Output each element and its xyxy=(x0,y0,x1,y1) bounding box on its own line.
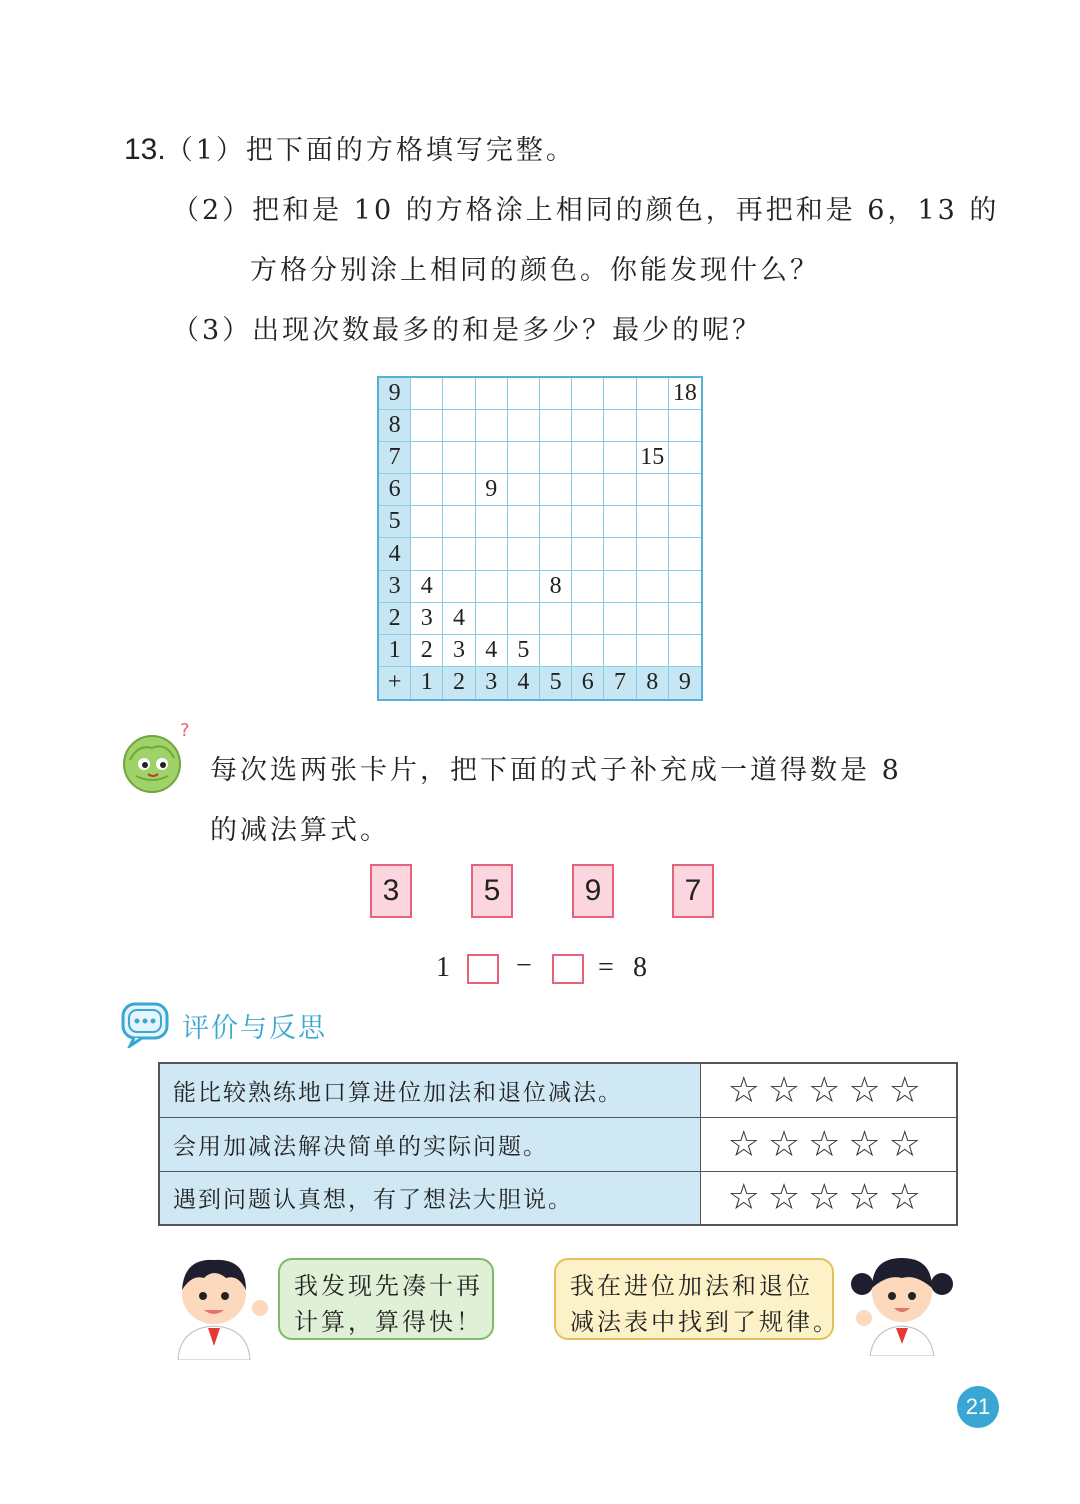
sum-cell[interactable] xyxy=(637,506,669,538)
sum-cell[interactable] xyxy=(540,474,572,506)
answer-blank-2[interactable] xyxy=(552,954,584,984)
sum-cell[interactable] xyxy=(572,635,604,667)
star-rating[interactable]: ☆☆☆☆☆ xyxy=(700,1171,957,1225)
sum-cell[interactable] xyxy=(637,538,669,570)
sum-cell[interactable]: 4 xyxy=(476,635,508,667)
sum-cell[interactable] xyxy=(669,538,701,570)
sum-cell[interactable]: 4 xyxy=(443,603,475,635)
sum-cell[interactable] xyxy=(443,571,475,603)
sum-cell[interactable] xyxy=(637,603,669,635)
sum-cell[interactable]: 3 xyxy=(411,603,443,635)
column-header: 9 xyxy=(669,667,701,699)
sum-cell[interactable]: 4 xyxy=(411,571,443,603)
sum-cell[interactable] xyxy=(604,635,636,667)
sum-cell[interactable] xyxy=(604,410,636,442)
sum-cell[interactable] xyxy=(572,538,604,570)
star-rating[interactable]: ☆☆☆☆☆ xyxy=(700,1063,957,1117)
sum-cell[interactable] xyxy=(604,442,636,474)
sum-cell[interactable] xyxy=(637,474,669,506)
sum-cell[interactable] xyxy=(508,378,540,410)
sum-cell[interactable] xyxy=(411,378,443,410)
sum-cell[interactable] xyxy=(411,538,443,570)
addition-table xyxy=(377,376,703,701)
sum-cell[interactable] xyxy=(669,442,701,474)
sum-cell[interactable]: 8 xyxy=(540,571,572,603)
boy-speech-bubble: 我发现先凑十再 计算，算得快！ xyxy=(278,1258,494,1340)
column-header: 6 xyxy=(572,667,604,699)
chat-bubble-icon xyxy=(120,1000,172,1048)
sum-cell[interactable] xyxy=(604,571,636,603)
answer-blank-1[interactable] xyxy=(467,954,499,984)
row-header: 3 xyxy=(379,571,411,603)
sum-cell[interactable] xyxy=(637,378,669,410)
sum-cell[interactable] xyxy=(572,442,604,474)
sum-cell[interactable] xyxy=(540,378,572,410)
problem-part1: 13.（1）把下面的方格填写完整。 xyxy=(124,133,576,166)
star-rating[interactable]: ☆☆☆☆☆ xyxy=(700,1117,957,1171)
equation-minus: − xyxy=(516,950,532,981)
sum-cell[interactable] xyxy=(508,410,540,442)
sum-cell[interactable] xyxy=(669,474,701,506)
page-number: 21 xyxy=(957,1386,999,1428)
sum-cell[interactable] xyxy=(443,378,475,410)
column-header: 5 xyxy=(540,667,572,699)
evaluation-table xyxy=(158,1062,958,1226)
problem-part2-line1: （2）把和是 10 的方格涂上相同的颜色，再把和是 6，13 的 xyxy=(172,195,1000,226)
sum-cell[interactable] xyxy=(443,442,475,474)
row-header: 6 xyxy=(379,474,411,506)
sum-cell[interactable] xyxy=(443,538,475,570)
sum-cell[interactable] xyxy=(540,506,572,538)
sum-cell[interactable] xyxy=(540,442,572,474)
sum-cell[interactable] xyxy=(572,410,604,442)
sum-cell[interactable] xyxy=(540,603,572,635)
sum-cell[interactable] xyxy=(669,635,701,667)
sum-cell[interactable]: 5 xyxy=(508,635,540,667)
sum-cell[interactable] xyxy=(540,538,572,570)
sum-cell[interactable] xyxy=(669,506,701,538)
sum-cell[interactable] xyxy=(508,571,540,603)
equation-equals: = xyxy=(598,952,614,983)
sum-cell[interactable] xyxy=(669,603,701,635)
sum-cell[interactable] xyxy=(637,571,669,603)
boy-character-icon xyxy=(164,1250,274,1360)
sum-cell[interactable]: 2 xyxy=(411,635,443,667)
sum-cell[interactable] xyxy=(604,474,636,506)
sum-cell[interactable] xyxy=(572,571,604,603)
sum-cell[interactable] xyxy=(443,506,475,538)
row-header: 7 xyxy=(379,442,411,474)
sum-cell[interactable] xyxy=(572,603,604,635)
number-card[interactable]: 3 xyxy=(370,864,412,918)
cabbage-mascot-icon xyxy=(116,720,196,800)
sum-cell[interactable] xyxy=(604,378,636,410)
sum-cell[interactable]: 9 xyxy=(476,474,508,506)
row-header: 5 xyxy=(379,506,411,538)
column-header: 7 xyxy=(604,667,636,699)
criterion: 会用加减法解决简单的实际问题。 xyxy=(159,1117,700,1171)
row-header: 8 xyxy=(379,410,411,442)
row-header: 1 xyxy=(379,635,411,667)
sum-cell[interactable] xyxy=(476,506,508,538)
sum-cell[interactable] xyxy=(411,474,443,506)
sum-cell[interactable] xyxy=(476,571,508,603)
sum-cell[interactable] xyxy=(476,538,508,570)
girl-character-icon xyxy=(846,1244,956,1356)
sum-cell[interactable] xyxy=(604,603,636,635)
equation-result: 8 xyxy=(633,952,647,983)
column-header: 2 xyxy=(443,667,475,699)
sum-cell[interactable] xyxy=(476,410,508,442)
sum-cell[interactable] xyxy=(669,571,701,603)
evaluation-title: 评价与反思 xyxy=(182,1013,327,1044)
sum-cell[interactable] xyxy=(540,635,572,667)
column-header: 1 xyxy=(411,667,443,699)
sum-cell[interactable] xyxy=(443,410,475,442)
svg-text:?: ? xyxy=(180,720,190,741)
sum-cell[interactable] xyxy=(476,603,508,635)
row-header: 2 xyxy=(379,603,411,635)
table-row xyxy=(159,1063,957,1117)
number-card[interactable]: 7 xyxy=(672,864,714,918)
sum-cell[interactable] xyxy=(508,474,540,506)
sum-cell[interactable] xyxy=(508,603,540,635)
sum-cell[interactable] xyxy=(411,442,443,474)
number-card[interactable]: 9 xyxy=(572,864,614,918)
sum-cell[interactable]: 15 xyxy=(637,442,669,474)
sum-cell[interactable]: 3 xyxy=(443,635,475,667)
sum-cell[interactable] xyxy=(637,635,669,667)
row-header: 9 xyxy=(379,378,411,410)
girl-speech-bubble: 我在进位加法和退位 减法表中找到了规律。 xyxy=(554,1258,834,1340)
row-header: 4 xyxy=(379,538,411,570)
criterion: 遇到问题认真想，有了想法大胆说。 xyxy=(159,1171,700,1225)
sum-cell[interactable] xyxy=(411,410,443,442)
sum-cell[interactable] xyxy=(411,506,443,538)
sum-cell[interactable] xyxy=(508,442,540,474)
sum-cell[interactable] xyxy=(669,410,701,442)
equation-prefix: 1 xyxy=(436,952,450,983)
sum-cell[interactable] xyxy=(476,378,508,410)
sum-cell[interactable] xyxy=(572,378,604,410)
table-row xyxy=(159,1117,957,1171)
problem-number: 13. xyxy=(124,133,166,166)
criterion: 能比较熟练地口算进位加法和退位减法。 xyxy=(159,1063,700,1117)
column-header: 4 xyxy=(508,667,540,699)
sum-cell[interactable] xyxy=(637,410,669,442)
column-header: 8 xyxy=(637,667,669,699)
column-header: 3 xyxy=(476,667,508,699)
sum-cell[interactable] xyxy=(572,506,604,538)
problem-part3: （3）出现次数最多的和是多少？最少的呢？ xyxy=(172,315,763,346)
number-card[interactable]: 5 xyxy=(471,864,513,918)
sum-cell[interactable] xyxy=(604,506,636,538)
sum-cell[interactable] xyxy=(476,442,508,474)
sum-cell[interactable] xyxy=(572,474,604,506)
sum-cell[interactable] xyxy=(604,538,636,570)
problem-part2-line2: 方格分别涂上相同的颜色。你能发现什么？ xyxy=(250,255,820,286)
sum-cell[interactable] xyxy=(508,506,540,538)
sum-cell[interactable]: 18 xyxy=(669,378,701,410)
plus-corner: + xyxy=(379,667,411,699)
activity-line1: 每次选两张卡片，把下面的式子补充成一道得数是 8 xyxy=(210,755,902,786)
sum-cell[interactable] xyxy=(443,474,475,506)
table-row xyxy=(159,1171,957,1225)
sum-cell[interactable] xyxy=(508,538,540,570)
activity-line2: 的减法算式。 xyxy=(210,815,390,846)
sum-cell[interactable] xyxy=(540,410,572,442)
